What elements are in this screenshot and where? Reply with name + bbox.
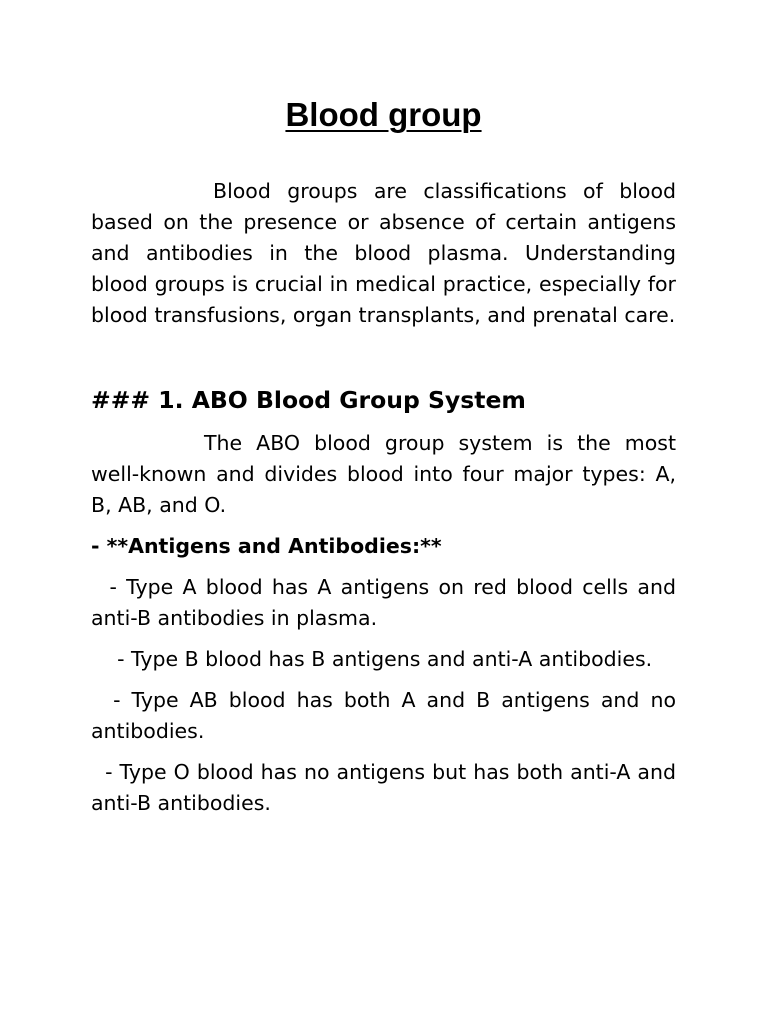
list-item-type-a: - Type A blood has A antigens on red blood cells and anti-B antibodies in plasma. bbox=[91, 575, 683, 630]
page-title: Blood group bbox=[285, 96, 482, 133]
intro-paragraph: Blood groups are classifications of blood based on the presence or absence of certain antigens and antibodies in the blood plasma. Understanding blood groups is crucial in medical practice, especially for blood transfusions, organ transplants, and prenatal care. bbox=[91, 179, 676, 327]
list-item-type-ab: - Type AB blood has both A and B antigens and no antibodies. bbox=[91, 688, 683, 743]
list-item-type-o: - Type O blood has no antigens but has both anti-A and anti-B antibodies. bbox=[91, 760, 683, 815]
abo-paragraph: The ABO blood group system is the most well-known and divides blood into four major types: A, B, AB, and O. bbox=[91, 431, 676, 517]
antigens-antibodies-subheading: - **Antigens and Antibodies:** bbox=[91, 534, 442, 558]
section-heading-abo: ### 1. ABO Blood Group System bbox=[91, 386, 526, 414]
list-item-type-b: - Type B blood has B antigens and anti-A antibodies. bbox=[91, 647, 653, 671]
document-body bbox=[91, 94, 683, 819]
